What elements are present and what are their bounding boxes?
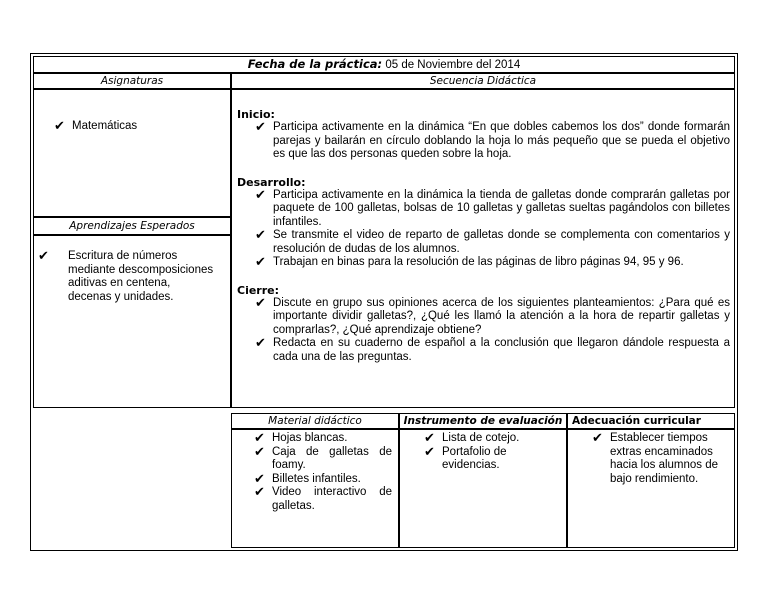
material-title: Material didáctico [268, 415, 362, 427]
cierre-label: Cierre: [237, 283, 280, 297]
instrumento-header [399, 413, 567, 429]
secuencia-cell [231, 89, 735, 408]
check-icon: ✔ [254, 485, 265, 500]
material-item: ✔ Billetes infantiles. [254, 471, 361, 487]
check-icon: ✔ [592, 431, 603, 446]
secuencia-title: Secuencia Didáctica [429, 75, 537, 87]
check-icon: ✔ [254, 471, 265, 487]
desarrollo-label: Desarrollo: [237, 175, 306, 189]
asignaturas-header [33, 73, 231, 89]
fecha-label: Fecha de la práctica: [247, 57, 383, 71]
inicio-label: Inicio: [237, 108, 275, 121]
check-icon: ✔ [254, 431, 265, 446]
aprendizajes-cell [33, 235, 231, 408]
asignaturas-title: Asignaturas [100, 75, 164, 87]
check-icon: ✔ [255, 295, 266, 311]
material-item: ✔ Video interactivo de galletas. [254, 485, 392, 512]
adecuacion-item: ✔ Establecer tiempos extras encaminados hacia los alumnos de bajo rendimiento. [592, 431, 719, 485]
aprendizajes-title: Aprendizajes Esperados [69, 220, 195, 232]
asignatura-item: ✔ Matemáticas [54, 119, 138, 134]
check-icon: ✔ [255, 228, 266, 243]
fecha-row [33, 56, 735, 73]
check-icon: ✔ [255, 120, 266, 135]
adecuacion-header [567, 413, 735, 429]
check-icon: ✔ [254, 444, 265, 460]
instrumento-item: ✔ Lista de cotejo. [424, 431, 520, 446]
desarrollo-item: ✔ Se transmite el video de reparto de galletas donde se complementa con comentarios y resolución de dudas de los alumnos. [255, 228, 730, 255]
cierre-item: ✔ Redacta en su cuaderno de español a la conclusión que llegaron dándole respuesta a cada una de las preguntas. [255, 336, 730, 363]
cierre-item: ✔ Discute en grupo sus opiniones acerca de los siguientes planteamientos: ¿Para qué es importante dividir galletas?, ¿Qué les llamó la atención a la hora de repartir galletas y comprarlas?, ¿Qué aprendizaje obtiene? [255, 295, 730, 336]
adecuacion-title: Adecuación curricular [572, 415, 701, 427]
fecha-value: 05 de Noviembre del 2014 [385, 59, 521, 71]
desarrollo-item: ✔ Participa activamente en la dinámica la tienda de galletas donde comprarán galletas por paquete de 100 galletas, bolsas de 10 galletas y galletas sueltas pagándolos con billetes infantiles. [255, 187, 730, 228]
aprendizaje-item: ✔ Escritura de números mediante descomposiciones aditivas en centena, decenas y unidades. [38, 249, 214, 303]
check-icon: ✔ [424, 444, 435, 460]
instrumento-title: Instrumento de evaluación [403, 415, 563, 427]
check-icon: ✔ [38, 249, 49, 264]
material-header [231, 413, 399, 429]
inicio-item: ✔ Participa activamente en la dinámica “En que dobles cabemos los dos” donde formarán parejas y bailarán en círculo doblando la hoja lo más pequeño que se pueda el objetivo es que las dos personas queden sobre la hoja. [255, 120, 730, 160]
check-icon: ✔ [424, 431, 435, 446]
check-icon: ✔ [255, 187, 266, 203]
adecuacion-cell [567, 429, 735, 548]
material-item: ✔ Hojas blancas. [254, 431, 348, 446]
instrumento-item: ✔ Portafolio de evidencias. [424, 444, 507, 471]
check-icon: ✔ [255, 336, 266, 351]
asignaturas-cell [33, 89, 231, 217]
instrumento-cell [399, 429, 567, 548]
material-item: ✔ Caja de galletas de foamy. [254, 444, 392, 471]
secuencia-header [231, 73, 735, 89]
aprendizajes-header [33, 217, 231, 235]
material-cell [231, 429, 399, 548]
desarrollo-item: ✔ Trabajan en binas para la resolución de las páginas de libro páginas 94, 95 y 96. [255, 255, 684, 270]
check-icon: ✔ [255, 255, 266, 270]
check-icon: ✔ [54, 119, 65, 134]
